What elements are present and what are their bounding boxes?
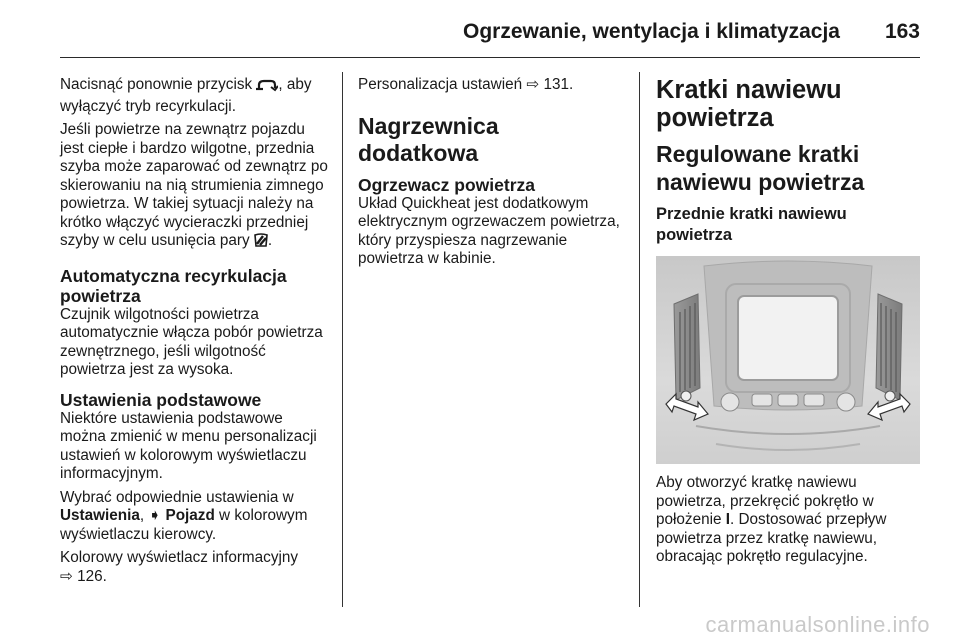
menu-vehicle-label: Pojazd xyxy=(165,507,215,524)
heading-auxiliary-heater: Nagrzewnica dodatkowa xyxy=(358,112,499,166)
paragraph-quickheat: Układ Quickheat jest dodatkowym elektrycznym ogrzewaczem powietrza, który przyspiesza nagrzewanie powietrza w kabinie. xyxy=(358,194,620,267)
paragraph-select-settings: Wybrać odpowiednie ustawienia w Ustawienia, ➧ Pojazd w kolorowym wyświetlaczu kierowcy. xyxy=(60,488,308,543)
page-reference-icon: ⇨ xyxy=(60,567,73,585)
front-vents-figure xyxy=(656,256,920,464)
windshield-wiper-icon xyxy=(254,233,268,254)
heading-air-heater: Ogrzewacz powietrza xyxy=(358,174,535,195)
heading-adjustable-vents: Regulowane kratki nawiewu powietrza xyxy=(656,141,865,195)
paragraph-fogging: Jeśli powietrze na zewnątrz pojazdu jest ciepłe i bardzo wilgotne, przednia szyba może zaparować od zewnątrz po skierowaniu na nią strumienia zimnego powietrza. W takiej sytuacji należy na krótko włączyć wycieraczki przedniej szyby w celu usunięcia pary . xyxy=(60,121,328,254)
heading-basic-settings: Ustawienia podstawowe xyxy=(60,389,262,410)
heading-auto-recirculation: Automatyczna recyrkulacja powietrza xyxy=(60,265,287,306)
menu-settings-label: Ustawienia xyxy=(60,507,140,524)
page-number: 163 xyxy=(884,20,920,43)
heading-air-vents: Kratki nawiewu powietrza xyxy=(656,76,842,132)
page-reference-icon: ⇨ xyxy=(526,76,540,93)
paragraph-personalization: Personalizacja ustawień ⇨ 131. xyxy=(358,76,574,93)
column-right xyxy=(656,76,922,572)
column-divider-1 xyxy=(342,72,343,607)
menu-arrow-icon: ➧ xyxy=(148,507,162,524)
page-reference: 131. xyxy=(543,76,574,93)
paragraph-humidity-sensor: Czujnik wilgotności powietrza automatycznie włącza pobór powietrza zewnętrznego, jeśli wilgotność powietrza jest za wysoka. xyxy=(60,305,323,378)
paragraph-info-display: Kolorowy wyświetlacz informacyjny ⇨ 126. xyxy=(60,549,299,585)
header-title: Ogrzewanie, wentylacja i klimatyzacja xyxy=(462,20,840,43)
page-reference: 126. xyxy=(77,567,107,585)
column-divider-2 xyxy=(639,72,640,607)
paragraph-basic-settings: Niektóre ustawienia podstawowe można zmienić w menu personalizacji ustawień w kolorowym wyświetlaczu informacyjnym. xyxy=(60,409,317,482)
position-label: I xyxy=(725,511,730,528)
header-rule xyxy=(60,57,920,58)
paragraph-open-vent: Aby otworzyć kratkę nawiewu powietrza, przekręcić pokrętło w położenie I. Dostosować przepływ powietrza przez kratkę nawiewu, obracając pokrętło regulacyjne. xyxy=(656,474,887,565)
heading-front-vents: Przednie kratki nawiewu powietrza xyxy=(656,205,847,244)
paragraph-recirc-off: Nacisnąć ponownie przycisk , aby wyłączyć tryb recyrkulacji. xyxy=(60,76,312,115)
column-middle xyxy=(358,76,620,274)
recirculation-icon xyxy=(256,78,278,98)
column-left xyxy=(60,76,328,591)
watermark: carmanualsonline.info xyxy=(705,612,930,637)
